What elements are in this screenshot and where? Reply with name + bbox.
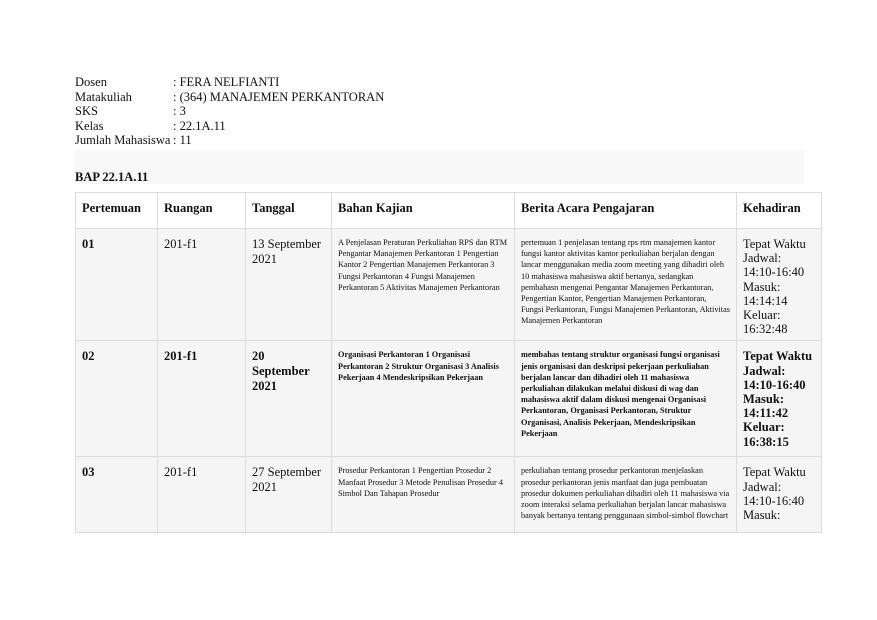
kehadiran-status: Tepat Waktu [743, 237, 806, 251]
kehadiran-status: Tepat Waktu [743, 349, 813, 364]
cell-ruangan: 201-f1 [158, 229, 246, 341]
cell-ruangan: 201-f1 [158, 341, 246, 457]
header-ruangan: Ruangan [158, 193, 246, 229]
info-label: Matakuliah [75, 89, 132, 104]
cell-pertemuan: 01 [76, 229, 158, 341]
cell-bahan-kajian: Prosedur Perkantoran 1 Pengertian Prosedur 2 Manfaat Prosedur 3 Metode Penulisan Prosedur 4 Simbol Dan Tahapan Prosedur [332, 457, 515, 533]
table-row [76, 457, 822, 533]
cell-kehadiran [737, 457, 822, 533]
kehadiran-masuk-label: Masuk: [743, 279, 781, 294]
kehadiran-status: Tepat Waktu [743, 465, 806, 480]
cell-berita-acara: pertemuan 1 penjelasan tentang rps rtm manajemen kantor fungsi kantor aktivitas kantor perkuliahan berjalan dengan lancar menggunakan media zoom meeting yang dihadiri oleh 10 mahasiswa mahasiswa aktif bertanya, sedangkan pembahasn mengenai Pengantar Manajemen Perkantoran, Pengertian Kantor, Pengertian Manajemen Perkantoran, Fungsi Perkantoran, Fungsi Manajemen Perkantoran, Aktivitas Manajemen Perkantoran [515, 229, 737, 341]
cell-tanggal: 20 September 2021 [246, 341, 332, 457]
info-row-sks [75, 104, 384, 119]
kehadiran-jadwal-value: 14:10-16:40 [743, 493, 805, 508]
kehadiran-masuk-value: 14:11:42 [743, 406, 789, 421]
table-header-row [76, 193, 822, 229]
info-row-matakuliah [75, 90, 384, 105]
kehadiran-masuk-label: Masuk: [743, 508, 781, 523]
table-row [76, 229, 822, 341]
kehadiran-jadwal-value: 14:10-16:40 [743, 265, 805, 280]
section-band [75, 150, 804, 184]
info-label: Kelas [75, 118, 104, 133]
header-tanggal: Tanggal [246, 193, 332, 229]
cell-tanggal: 13 September 2021 [246, 229, 332, 341]
kehadiran-keluar-value: 16:38:15 [743, 434, 789, 449]
kehadiran-keluar-value: 16:32:48 [743, 322, 788, 337]
kehadiran-keluar-label: Keluar: [743, 308, 781, 323]
cell-berita-acara: perkuliahan tentang prosedur perkantoran menjelaskan prosedur perkantoran jenis manfaat dan juga pembuatan prosedur dokumen perkuliahan dihadiri oleh 11 mahasiswa via zoom interaksi selama perkuliahan berjalan lancar mahasiswa banyak bertanya tentang penggunaan simbol-simbol flowchart [515, 457, 737, 533]
kehadiran-jadwal-value: 14:10-16:40 [743, 377, 806, 392]
kehadiran-jadwal-label: Jadwal: [743, 479, 782, 494]
cell-tanggal: 27 September 2021 [246, 457, 332, 533]
kehadiran-jadwal-label: Jadwal: [743, 251, 782, 266]
bap-title: BAP 22.1A.11 [75, 170, 149, 184]
cell-berita-acara: membahas tentang struktur organisasi fungsi organisasi jenis organisasi dan deskripsi pekerjaan perkuliahan berjalan lancar dan dihadiri oleh 11 mahasiswa perkuliahan dilakukan melalui diskusi di wag dan mahasiswa aktif dalam diskusi mengenai Organisasi Perkantoran, Organisasi Perkantoran, Struktur Organisasi, Analisis Pekerjaan, Mendeskripsikan Pekerjaan [515, 341, 737, 457]
cell-ruangan: 201-f1 [158, 457, 246, 533]
kehadiran-jadwal-label: Jadwal: [743, 363, 786, 378]
info-value: : (364) MANAJEMEN PERKANTORAN [173, 89, 385, 104]
info-value: : 22.1A.11 [173, 118, 226, 133]
cell-pertemuan: 02 [76, 341, 158, 457]
course-info [75, 75, 384, 148]
cell-bahan-kajian: A Penjelasan Peraturan Perkuliahan RPS dan RTM Pengantar Manajemen Perkantoran 1 Pengertian Kantor 2 Pengertian Manajemen Perkantoran 3 Fungsi Perkantoran 4 Fungsi Manajemen Perkantoran 5 Aktivitas Manajemen Perkantoran [332, 229, 515, 341]
cell-bahan-kajian: Organisasi Perkantoran 1 Organisasi Perkantoran 2 Struktur Organisasi 3 Analisis Pekerjaan 4 Mendeskripsikan Pekerjaan [332, 341, 515, 457]
kehadiran-masuk-label: Masuk: [743, 392, 784, 407]
info-row-kelas [75, 119, 384, 134]
header-kehadiran: Kehadiran [737, 193, 822, 229]
kehadiran-keluar-label: Keluar: [743, 420, 785, 435]
table-row [76, 341, 822, 457]
cell-kehadiran [737, 341, 822, 457]
header-pertemuan: Pertemuan [76, 193, 158, 229]
cell-kehadiran [737, 229, 822, 341]
info-value: : 11 [173, 133, 192, 147]
kehadiran-masuk-value: 14:14:14 [743, 293, 788, 308]
info-row-jumlah-mahasiswa [75, 133, 384, 148]
header-berita-acara: Berita Acara Pengajaran [515, 193, 737, 229]
info-label: Jumlah Mahasiswa [75, 133, 171, 147]
header-bahan-kajian: Bahan Kajian [332, 193, 515, 229]
info-value: : FERA NELFIANTI [173, 75, 280, 89]
info-value: : 3 [173, 104, 186, 118]
info-label: Dosen [75, 75, 107, 89]
cell-pertemuan: 03 [76, 457, 158, 533]
info-label: SKS [75, 104, 98, 118]
bap-table [75, 192, 822, 533]
info-row-dosen [75, 75, 384, 90]
